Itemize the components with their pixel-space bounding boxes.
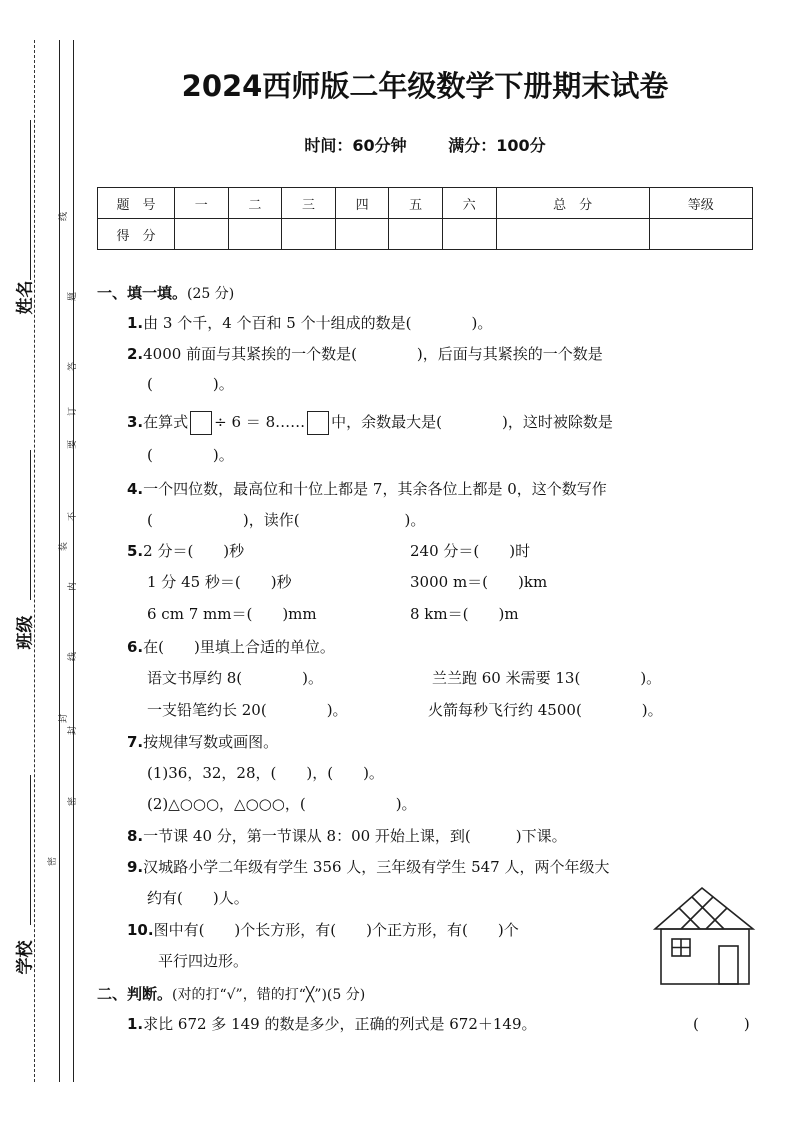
score-table-cell: 四 <box>335 188 389 219</box>
question-number: 10. <box>127 921 154 939</box>
score-table-cell: 一 <box>175 188 229 219</box>
score-table-row-label: 得 分 <box>98 219 175 250</box>
house-door <box>719 946 738 984</box>
section2-points: (对的打“√”，错的打“╳”)(5 分) <box>172 987 366 1003</box>
question-1-5-e: 6 cm 7 mm＝( )mm <box>147 605 317 623</box>
section2-title: 二、判断。 <box>97 985 173 1003</box>
question-1-8 <box>127 826 567 846</box>
score-table-cell: 题 号 <box>98 188 175 219</box>
binding-line <box>59 40 60 1082</box>
question-1-7-a: (1)36，32，28，( )，( )。 <box>147 764 384 782</box>
question-text: 2 分＝( )秒 <box>143 542 245 560</box>
score-table-cell: 五 <box>389 188 443 219</box>
score-input-cell[interactable] <box>442 219 496 250</box>
school-label: 学校 <box>15 940 36 975</box>
answer-box[interactable] <box>190 411 212 435</box>
question-1-5-f: 8 km＝( )m <box>410 605 519 623</box>
question-number: 1. <box>127 314 144 332</box>
side-char: 封 <box>68 725 79 736</box>
question-text: 中，余数最大是( )，这时被除数是 <box>331 413 613 431</box>
section2-heading <box>97 983 365 1004</box>
score-input-cell[interactable] <box>282 219 336 250</box>
binding-dashed-line <box>34 40 35 1082</box>
question-1-7-b: (2)△○○○，△○○○，( )。 <box>147 795 417 813</box>
exam-full-score: 满分：100分 <box>448 136 546 155</box>
question-number: 6. <box>127 638 144 656</box>
question-1-10 <box>127 920 519 940</box>
score-table-cell: 三 <box>282 188 336 219</box>
question-text: 4000 前面与其紧挨的一个数是( )，后面与其紧挨的一个数是 <box>143 345 603 363</box>
question-1-3-line2: ( )。 <box>147 446 234 464</box>
question-1-6-a: 语文书厚约 8( )。 <box>147 669 324 687</box>
score-input-cell[interactable] <box>649 219 752 250</box>
question-text: 一节课 40 分，第一节课从 8：00 开始上课，到( )下课。 <box>143 827 567 845</box>
question-number: 5. <box>127 542 144 560</box>
class-label: 班级 <box>15 615 36 650</box>
side-char: 装 <box>59 541 70 552</box>
school-underline <box>30 775 31 925</box>
page-title: 2024西师版二年级数学下册期末试卷 <box>181 69 669 103</box>
question-1-5-c: 1 分 45 秒＝( )秒 <box>147 573 292 591</box>
score-table-header-row <box>98 188 753 219</box>
question-number: 9. <box>127 858 144 876</box>
name-underline <box>30 120 31 280</box>
answer-box[interactable] <box>307 411 329 435</box>
section1-heading <box>97 282 234 303</box>
question-text: 一个四位数，最高位和十位上都是 7，其余各位上都是 0，这个数写作 <box>143 480 607 498</box>
question-number: 7. <box>127 733 144 751</box>
question-number: 2. <box>127 345 144 363</box>
side-char: 内 <box>68 581 79 592</box>
question-text: 由 3 个千，4 个百和 5 个十组成的数是( )。 <box>143 314 493 332</box>
question-number: 8. <box>127 827 144 845</box>
side-char: 不 <box>68 511 79 522</box>
section1-title: 一、填一填。 <box>97 284 188 302</box>
judge-answer-paren[interactable]: ( ) <box>693 1015 750 1033</box>
question-text: 按规律写数或画图。 <box>143 733 279 751</box>
question-1-6 <box>127 637 335 657</box>
question-1-6-d: 火箭每秒飞行约 4500( )。 <box>428 701 663 719</box>
question-1-2 <box>127 344 603 364</box>
score-input-cell[interactable] <box>228 219 282 250</box>
side-char: 密 <box>68 796 79 807</box>
question-1-5 <box>127 541 244 561</box>
question-text: 在( )里填上合适的单位。 <box>143 638 335 656</box>
score-input-cell[interactable] <box>496 219 649 250</box>
score-table <box>97 187 753 250</box>
exam-time: 时间：60分钟 <box>304 136 407 155</box>
class-underline <box>30 450 31 600</box>
side-char: 答 <box>68 361 79 372</box>
question-text: 汉城路小学二年级有学生 356 人，三年级有学生 547 人，两个年级大 <box>143 858 610 876</box>
score-input-cell[interactable] <box>335 219 389 250</box>
score-table-cell: 等级 <box>649 188 752 219</box>
question-number: 3. <box>127 413 144 431</box>
question-2-1 <box>127 1014 537 1034</box>
binding-line-inner <box>73 40 74 1082</box>
side-char: 订 <box>68 406 79 417</box>
section1-points: (25 分) <box>187 286 235 302</box>
score-table-score-row <box>98 219 753 250</box>
side-char: 题 <box>68 291 79 302</box>
side-char: 线 <box>68 651 79 662</box>
question-1-9-line2: 约有( )人。 <box>147 889 249 907</box>
score-input-cell[interactable] <box>389 219 443 250</box>
score-table-cell: 总 分 <box>496 188 649 219</box>
side-char: 密 <box>48 856 59 867</box>
question-text: 在算式 <box>143 413 189 431</box>
question-1-9 <box>127 857 609 877</box>
question-1-10-line2: 平行四边形。 <box>158 952 249 970</box>
house-figure <box>652 885 756 987</box>
name-label: 姓名 <box>15 280 36 315</box>
side-char: 要 <box>68 439 79 450</box>
question-1-5-b: 240 分＝( )时 <box>410 542 531 560</box>
question-1-5-d: 3000 m＝( )km <box>410 573 548 591</box>
question-number: 1. <box>127 1015 144 1033</box>
question-1-4-line2: ( )，读作( )。 <box>147 511 426 529</box>
question-1-6-c: 一支铅笔约长 20( )。 <box>147 701 348 719</box>
question-number: 4. <box>127 480 144 498</box>
score-input-cell[interactable] <box>175 219 229 250</box>
question-1-1 <box>127 313 492 333</box>
question-1-3 <box>127 411 613 435</box>
question-text: 求比 672 多 149 的数是多少，正确的列式是 672＋149。 <box>143 1015 537 1033</box>
score-table-cell: 六 <box>442 188 496 219</box>
question-text: ÷ 6 ＝ 8…… <box>214 413 306 431</box>
side-char: 线 <box>59 211 70 222</box>
exam-info <box>100 133 750 156</box>
side-char: 封 <box>59 713 70 724</box>
question-1-2-line2: ( )。 <box>147 375 234 393</box>
question-text: 图中有( )个长方形，有( )个正方形，有( )个 <box>153 921 519 939</box>
question-1-4 <box>127 479 607 499</box>
score-table-cell: 二 <box>228 188 282 219</box>
question-1-7 <box>127 732 278 752</box>
question-1-6-b: 兰兰跑 60 米需要 13( )。 <box>432 669 662 687</box>
